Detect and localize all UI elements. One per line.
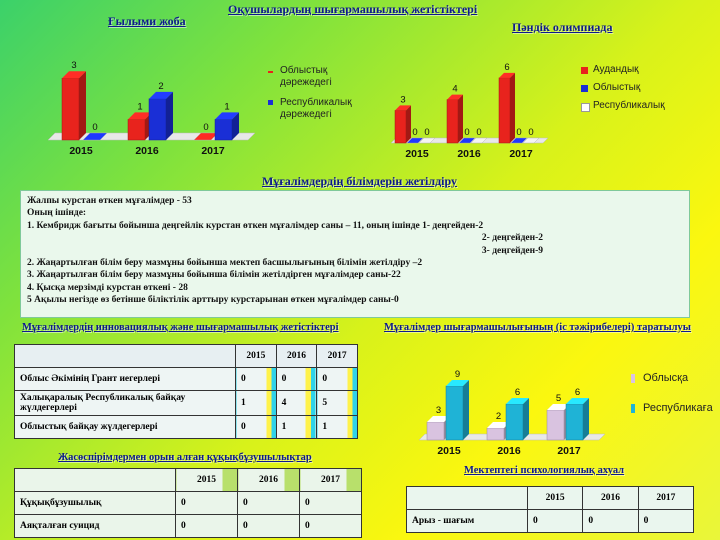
table-row [15,492,362,515]
chart-tick-label: 2017 [201,145,225,157]
chart-data-label: 0 [412,127,418,138]
chart-data-label: 6 [574,387,581,398]
table-cell: 4 [276,391,317,416]
chart-bar [427,422,444,440]
table-cell: 1 [317,416,358,439]
table-cell: 0 [238,515,300,538]
table-cell: 0 [528,510,583,533]
table-header-cell: 2016 [276,345,317,368]
table-header-cell: 2016 [238,469,300,492]
chart-data-label: 6 [514,387,521,398]
chart-data-label: 1 [137,101,143,113]
notes-line: 4. Қысқа мерзімді курстан өткені - 28 [27,282,188,293]
chart-bar [499,78,510,143]
notes-line: Оның ішінде: [27,208,87,219]
notes-line: 5 Ақылы негізде өз бетінше біліктілік арттыру курстарынан өткен мұғалімдер саны-0 [27,295,399,306]
olympiad-legend-item: Аудандық [581,64,665,76]
chart-data-label: 6 [504,61,510,73]
chart-bar [62,78,79,140]
chart-data-label: 0 [203,122,209,133]
table-cell: 0 [236,368,277,391]
table-header-cell [407,487,528,510]
table-cell: 0 [638,510,693,533]
chart-tick-label: 2017 [509,148,533,160]
notes-line: 2- деңгейден-2 [481,233,543,244]
chart-bar-side [463,380,469,440]
table-cell: 1 [236,391,277,416]
table-cell: 0 [317,368,358,391]
table-row [15,391,358,416]
chart-bar [506,404,523,440]
chart-data-label: 0 [476,127,482,138]
olympiad-chart-svg [385,30,715,170]
chart-bar-side [406,105,411,143]
chart-tick-label: 2016 [135,145,159,157]
chart-bar-side [523,398,529,440]
knowledge-title: Мұғалімдердің білімдерін жетілдіру [262,174,457,188]
chart-bar-side [166,92,173,140]
chart-bar [447,100,458,143]
chart-data-label: 2 [158,80,164,92]
chart-bar [547,410,564,440]
table-header-cell [15,469,176,492]
table-cell: 0 [176,492,238,515]
row-label: Құқықбұзушылық [15,492,176,515]
chart-data-label: 0 [92,122,98,133]
table-row [407,510,694,533]
minors-title: Жасөспірімдермен орын алған құқықбұзушылықтар [58,452,312,463]
chart-data-label: 0 [528,127,534,138]
chart-bar-side [583,398,589,440]
chart-data-label: 0 [516,127,522,138]
chart-data-label: 2 [495,411,502,422]
psych-title: Мектептегі психологиялық ахуал [464,465,625,476]
olympiad-chart [385,30,715,170]
table-header-cell [15,345,236,368]
chart-data-label: 5 [555,393,562,404]
chart-data-label: 1 [224,101,230,113]
chart-tick-label: 2016 [457,148,481,160]
row-label: Аяқталған суицид [15,515,176,538]
chart-bar [128,119,145,140]
chart-bar [446,386,463,440]
spread-title: Мұғалімдер шығармашылығының (іс тәжірибелері) таратылуы [384,322,691,333]
chart-tick-label: 2015 [405,148,429,160]
table-header-cell: 2015 [528,487,583,510]
table-cell: 0 [300,515,362,538]
table-header-cell: 2016 [583,487,638,510]
notes-line: 2. Жаңартылған білім беру мазмұны бойынша мектеп басшылығының білімін жетілдіру –2 [27,258,423,269]
notes-line: Жалпы курстан өткен мұғалімдер - 53 [27,196,192,206]
table-row [15,515,362,538]
table-header-cell: 2017 [300,469,362,492]
chart-data-label: 3 [435,405,442,416]
chart-bar [395,110,406,143]
notes-line: 3- деңгейден-9 [481,245,543,256]
chart-tick-label: 2015 [69,145,93,157]
table-cell: 0 [300,492,362,515]
chart-data-label: 9 [454,369,461,380]
chart-data-label: 0 [424,127,430,138]
olympiad-legend-item: Республикалық [581,100,665,112]
chart-tick-label: 2017 [557,445,581,457]
table-cell: 5 [317,391,358,416]
spread-chart [395,336,715,466]
innovation-title: Мұғалімдердің инновациялық және шығармашылық жетістіктері [22,322,339,333]
chart-data-label: 3 [400,94,406,106]
teacher-training-notes [20,190,690,318]
main-title: Оқушылардың шығармашылық жетістіктері [228,2,478,16]
chart-bar [487,428,504,440]
chart-bar [215,119,232,140]
science-legend-item: Облыстық дәрежедегі [268,65,352,89]
table-header-cell: 2017 [638,487,693,510]
table-header-cell: 2017 [317,345,358,368]
chart-data-label: 0 [464,127,470,138]
chart-data-label: 4 [452,83,458,95]
innovation-table [14,344,358,439]
chart-data-label: 3 [71,60,77,72]
chart-bar-side [510,73,515,143]
row-label: Облыстық байқау жүлдегерлері [15,416,236,439]
row-label: Облыс Әкімінің Грант иегерлері [15,368,236,391]
table-cell: 0 [176,515,238,538]
olympiad-chart-title: Пәндік олимпиада [512,20,613,34]
table-header-row [15,345,358,368]
chart-tick-label: 2015 [437,445,461,457]
table-cell: 0 [238,492,300,515]
notes-line: 3. Жаңартылған білім беру мазмұны бойынша білімін жетілдірген мұғалімдер саны-22 [27,270,401,281]
table-cell: 0 [583,510,638,533]
chart-bar-side [458,95,463,143]
offenses-table [14,468,362,538]
spread-legend-item: Республикаға [631,402,713,414]
chart-bar [566,404,583,440]
chart-tick-label: 2016 [497,445,521,457]
spread-legend-item: Облысқа [631,372,713,384]
chart-bar [149,99,166,140]
table-cell: 1 [276,416,317,439]
table-header-row [15,469,362,492]
table-cell: 0 [236,416,277,439]
table-header-row [407,487,694,510]
science-chart [40,30,370,170]
table-cell: 0 [276,368,317,391]
science-chart-title: Ғылыми жоба [108,14,186,28]
row-label: Арыз - шағым [407,510,528,533]
table-row [15,416,358,439]
table-row [15,368,358,391]
notes-line: 1. Кембридж бағыты бойынша деңгейлік курстан өткен мұғалімдер саны – 11, оның ішінде 1- деңгейден-2 [27,220,484,231]
table-header-cell: 2015 [236,345,277,368]
psych-table [406,486,694,533]
table-header-cell: 2015 [176,469,238,492]
row-label: Халықаралық Республикалық байқау жүлдегерлері [15,391,236,416]
olympiad-legend-item: Облыстық [581,82,665,94]
chart-bar-side [79,71,86,140]
science-legend-item: Республикалық дәрежедегі [268,97,352,121]
